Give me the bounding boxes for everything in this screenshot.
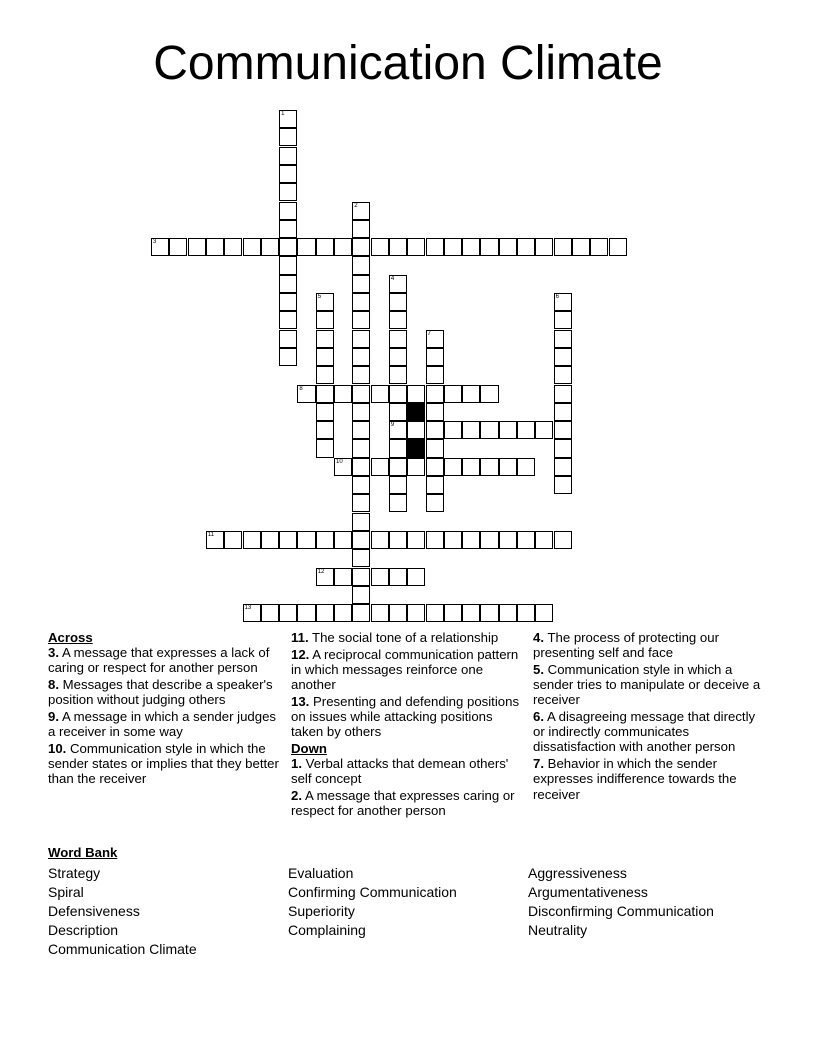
word-bank-item: Spiral bbox=[48, 884, 84, 900]
crossword-cell[interactable] bbox=[352, 421, 370, 439]
clue-down-2 bbox=[291, 788, 527, 818]
crossword-cell[interactable] bbox=[554, 366, 572, 384]
crossword-cell[interactable] bbox=[426, 403, 444, 421]
clue-text: A disagreeing message that directly or indirectly communicates dissatisfaction with another person bbox=[533, 709, 756, 755]
crossword-cell[interactable] bbox=[279, 183, 297, 201]
clue-down-7 bbox=[533, 756, 769, 802]
crossword-cell[interactable] bbox=[316, 439, 334, 457]
clue-across-8 bbox=[48, 677, 282, 707]
crossword-block bbox=[407, 439, 425, 457]
crossword-cell[interactable] bbox=[352, 311, 370, 329]
crossword-cell[interactable] bbox=[480, 421, 498, 439]
word-bank-item: Argumentativeness bbox=[528, 884, 648, 900]
word-bank-item: Evaluation bbox=[288, 865, 354, 881]
crossword-cell[interactable] bbox=[444, 421, 462, 439]
crossword-cell[interactable] bbox=[334, 531, 352, 549]
crossword-cell[interactable] bbox=[499, 604, 517, 622]
crossword-cell[interactable] bbox=[554, 385, 572, 403]
word-bank-item: Confirming Communication bbox=[288, 884, 457, 900]
clue-text: Messages that describe a speaker's position without judging others bbox=[48, 677, 273, 708]
crossword-cell[interactable] bbox=[316, 330, 334, 348]
crossword-cell[interactable] bbox=[316, 366, 334, 384]
crossword-cell[interactable] bbox=[316, 421, 334, 439]
crossword-cell[interactable] bbox=[279, 165, 297, 183]
crossword-cell[interactable] bbox=[554, 403, 572, 421]
word-bank-item: Strategy bbox=[48, 865, 101, 881]
crossword-cell[interactable] bbox=[261, 238, 279, 256]
crossword-cell[interactable] bbox=[517, 458, 535, 476]
crossword-cell[interactable] bbox=[279, 275, 297, 293]
crossword-cell[interactable] bbox=[426, 531, 444, 549]
crossword-cell[interactable] bbox=[389, 476, 407, 494]
crossword-cell[interactable] bbox=[352, 439, 370, 457]
clue-text: A message that expresses caring or respect for another person bbox=[291, 788, 515, 819]
crossword-cell[interactable] bbox=[279, 238, 297, 256]
clue-number: 4. bbox=[533, 630, 544, 645]
cell-number: 3 bbox=[153, 239, 157, 246]
clue-text: The social tone of a relationship bbox=[312, 630, 499, 645]
crossword-cell[interactable] bbox=[554, 421, 572, 439]
cell-number: 1 bbox=[281, 111, 285, 117]
crossword-cell[interactable] bbox=[389, 385, 407, 403]
cell-number: 8 bbox=[299, 385, 303, 392]
clue-across-3 bbox=[48, 645, 282, 675]
crossword-block bbox=[407, 403, 425, 421]
crossword-cell[interactable] bbox=[297, 604, 315, 622]
cell-number: 9 bbox=[390, 422, 395, 429]
crossword-cell[interactable] bbox=[389, 568, 407, 586]
clue-text: Communication style in which a sender tries to manipulate or deceive a receiver bbox=[533, 661, 761, 708]
cell-number: 13 bbox=[244, 605, 252, 612]
crossword-cell[interactable] bbox=[279, 220, 297, 238]
crossword-cell[interactable] bbox=[352, 403, 370, 421]
crossword-cell[interactable] bbox=[535, 421, 553, 439]
crossword-cell[interactable] bbox=[554, 458, 572, 476]
cell-number: 12 bbox=[317, 568, 325, 575]
cell-number: 11 bbox=[207, 531, 215, 538]
crossword-cell[interactable] bbox=[499, 531, 517, 549]
crossword-cell[interactable] bbox=[316, 568, 334, 586]
crossword-cell[interactable] bbox=[297, 531, 315, 549]
crossword-cell[interactable] bbox=[389, 293, 407, 311]
clue-text: Verbal attacks that demean others' self concept bbox=[291, 756, 509, 787]
crossword-cell[interactable] bbox=[407, 458, 425, 476]
crossword-cell[interactable] bbox=[371, 238, 389, 256]
crossword-cell[interactable] bbox=[261, 531, 279, 549]
cell-number: 10 bbox=[336, 458, 343, 465]
clue-number: 1. bbox=[291, 756, 302, 772]
crossword-cell[interactable] bbox=[316, 311, 334, 329]
crossword-cell[interactable] bbox=[316, 604, 334, 622]
crossword-cell[interactable] bbox=[352, 568, 370, 586]
clue-across-12 bbox=[291, 647, 527, 693]
cell-number: 2 bbox=[354, 202, 358, 209]
clue-text: A message in which a sender judges a receiver in some way bbox=[48, 709, 276, 740]
word-bank-column-2 bbox=[288, 864, 457, 940]
crossword-cell[interactable] bbox=[407, 568, 425, 586]
crossword-cell[interactable] bbox=[426, 385, 444, 403]
crossword-cell[interactable] bbox=[334, 385, 352, 403]
crossword-cell[interactable] bbox=[407, 531, 425, 549]
crossword-cell[interactable] bbox=[407, 604, 425, 622]
crossword-cell[interactable] bbox=[206, 531, 224, 549]
crossword-cell[interactable] bbox=[243, 531, 261, 549]
crossword-cell[interactable] bbox=[352, 513, 370, 531]
crossword-cell[interactable] bbox=[279, 348, 297, 366]
crossword-cell[interactable] bbox=[389, 439, 407, 457]
clue-across-11 bbox=[291, 630, 527, 645]
crossword-cell[interactable] bbox=[389, 348, 407, 366]
crossword-cell[interactable] bbox=[426, 494, 444, 512]
crossword-cell[interactable] bbox=[243, 604, 261, 622]
crossword-cell[interactable] bbox=[352, 256, 370, 274]
word-bank-item: Complaining bbox=[288, 922, 366, 938]
crossword-cell[interactable] bbox=[462, 421, 480, 439]
crossword-cell[interactable] bbox=[426, 238, 444, 256]
crossword-cell[interactable] bbox=[535, 238, 553, 256]
crossword-cell[interactable] bbox=[279, 128, 297, 146]
crossword-cell[interactable] bbox=[352, 238, 370, 256]
word-bank-item: Defensiveness bbox=[48, 903, 140, 919]
clue-across-9 bbox=[48, 709, 282, 739]
crossword-cell[interactable] bbox=[407, 238, 425, 256]
crossword-cell[interactable] bbox=[352, 293, 370, 311]
clue-text: Communication style in which the sender states or implies that they better than the receiver bbox=[48, 740, 279, 787]
crossword-cell[interactable] bbox=[407, 385, 425, 403]
crossword-cell[interactable] bbox=[389, 311, 407, 329]
crossword-cell[interactable] bbox=[426, 348, 444, 366]
clue-down-1 bbox=[291, 756, 527, 786]
crossword-cell[interactable] bbox=[426, 604, 444, 622]
crossword-cell[interactable] bbox=[279, 330, 297, 348]
clue-number: 9. bbox=[48, 709, 59, 725]
crossword-cell[interactable] bbox=[517, 238, 535, 256]
crossword-cell[interactable] bbox=[590, 238, 608, 256]
crossword-cell[interactable] bbox=[554, 531, 572, 549]
crossword-cell[interactable] bbox=[480, 385, 498, 403]
crossword-cell[interactable] bbox=[480, 531, 498, 549]
crossword-cell[interactable] bbox=[462, 531, 480, 549]
crossword-cell[interactable] bbox=[444, 604, 462, 622]
crossword-cell[interactable] bbox=[188, 238, 206, 256]
page-title: Communication Climate bbox=[153, 37, 663, 90]
crossword-cell[interactable] bbox=[389, 403, 407, 421]
crossword-cell[interactable] bbox=[462, 385, 480, 403]
crossword-cell[interactable] bbox=[279, 293, 297, 311]
clue-down-4 bbox=[533, 630, 769, 660]
crossword-cell[interactable] bbox=[352, 458, 370, 476]
clue-number: 11. bbox=[291, 630, 309, 645]
crossword-cell[interactable] bbox=[480, 604, 498, 622]
clue-text: Behavior in which the sender expresses indifference towards the receiver bbox=[533, 756, 737, 802]
crossword-cell[interactable] bbox=[444, 531, 462, 549]
down-heading: Down bbox=[291, 740, 327, 756]
crossword-cell[interactable] bbox=[279, 604, 297, 622]
clue-number: 2. bbox=[291, 788, 302, 804]
cell-number: 4 bbox=[390, 275, 395, 282]
clue-text: A message that expresses a lack of caring or respect for another person bbox=[48, 645, 270, 676]
clue-number: 12. bbox=[291, 646, 310, 662]
crossword-cell[interactable] bbox=[554, 439, 572, 457]
clue-number: 8. bbox=[48, 677, 59, 693]
crossword-cell[interactable] bbox=[426, 330, 444, 348]
crossword-cell[interactable] bbox=[371, 385, 389, 403]
crossword-cell[interactable] bbox=[224, 531, 242, 549]
clue-down-5 bbox=[533, 662, 769, 708]
clue-number: 6. bbox=[533, 709, 544, 725]
crossword-cell[interactable] bbox=[389, 421, 407, 439]
crossword-cell[interactable] bbox=[316, 238, 334, 256]
crossword-cell[interactable] bbox=[334, 568, 352, 586]
crossword-cell[interactable] bbox=[352, 275, 370, 293]
crossword-cell[interactable] bbox=[279, 110, 297, 128]
clue-number: 10. bbox=[48, 740, 67, 756]
crossword-cell[interactable] bbox=[243, 238, 261, 256]
crossword-cell[interactable] bbox=[206, 238, 224, 256]
crossword-cell[interactable] bbox=[426, 439, 444, 457]
crossword-cell[interactable] bbox=[407, 421, 425, 439]
crossword-cell[interactable] bbox=[444, 238, 462, 256]
crossword-cell[interactable] bbox=[499, 458, 517, 476]
crossword-cell[interactable] bbox=[426, 476, 444, 494]
crossword-cell[interactable] bbox=[352, 366, 370, 384]
crossword-cell[interactable] bbox=[426, 421, 444, 439]
crossword-cell[interactable] bbox=[554, 330, 572, 348]
crossword-cell[interactable] bbox=[297, 385, 315, 403]
crossword-cell[interactable] bbox=[462, 604, 480, 622]
crossword-cell[interactable] bbox=[554, 311, 572, 329]
crossword-cell[interactable] bbox=[224, 238, 242, 256]
crossword-cell[interactable] bbox=[279, 202, 297, 220]
crossword-cell[interactable] bbox=[279, 311, 297, 329]
clues-column-1 bbox=[48, 630, 282, 788]
clue-number: 3. bbox=[48, 645, 59, 661]
clues-column-2 bbox=[291, 630, 527, 820]
cell-number: 6 bbox=[555, 294, 559, 300]
crossword-cell[interactable] bbox=[352, 202, 370, 220]
crossword-cell[interactable] bbox=[499, 421, 517, 439]
crossword-cell[interactable] bbox=[352, 385, 370, 403]
word-bank-item: Communication Climate bbox=[48, 941, 197, 957]
crossword-cell[interactable] bbox=[572, 238, 590, 256]
word-bank-column-1 bbox=[48, 864, 197, 959]
crossword-cell[interactable] bbox=[609, 238, 627, 256]
crossword-cell[interactable] bbox=[352, 531, 370, 549]
crossword-cell[interactable] bbox=[389, 330, 407, 348]
clue-number: 5. bbox=[533, 661, 544, 677]
crossword-cell[interactable] bbox=[279, 256, 297, 274]
crossword-cell[interactable] bbox=[297, 238, 315, 256]
crossword-cell[interactable] bbox=[279, 531, 297, 549]
crossword-cell[interactable] bbox=[426, 458, 444, 476]
crossword-cell[interactable] bbox=[444, 385, 462, 403]
word-bank-item: Superiority bbox=[288, 903, 355, 919]
crossword-cell[interactable] bbox=[426, 366, 444, 384]
crossword-cell[interactable] bbox=[371, 531, 389, 549]
crossword-cell[interactable] bbox=[389, 604, 407, 622]
crossword-cell[interactable] bbox=[517, 531, 535, 549]
crossword-cell[interactable] bbox=[480, 238, 498, 256]
cell-number: 5 bbox=[317, 294, 322, 300]
crossword-cell[interactable] bbox=[535, 531, 553, 549]
crossword-cell[interactable] bbox=[316, 348, 334, 366]
crossword-cell[interactable] bbox=[316, 385, 334, 403]
clues-column-3 bbox=[533, 630, 769, 803]
crossword-cell[interactable] bbox=[352, 476, 370, 494]
clue-down-6 bbox=[533, 709, 769, 755]
crossword-cell[interactable] bbox=[371, 458, 389, 476]
crossword-cell[interactable] bbox=[316, 403, 334, 421]
crossword-cell[interactable] bbox=[554, 238, 572, 256]
crossword-cell[interactable] bbox=[279, 147, 297, 165]
crossword-cell[interactable] bbox=[151, 238, 169, 256]
crossword-cell[interactable] bbox=[517, 604, 535, 622]
crossword-cell[interactable] bbox=[316, 531, 334, 549]
clue-across-10 bbox=[48, 741, 282, 787]
word-bank-item: Aggressiveness bbox=[528, 865, 627, 881]
crossword-cell[interactable] bbox=[169, 238, 187, 256]
crossword-cell[interactable] bbox=[499, 238, 517, 256]
word-bank-item: Description bbox=[48, 922, 119, 938]
word-bank-column-3 bbox=[528, 864, 714, 940]
crossword-cell[interactable] bbox=[352, 604, 370, 622]
crossword-cell[interactable] bbox=[334, 458, 352, 476]
clue-number: 13. bbox=[291, 693, 310, 709]
crossword-cell[interactable] bbox=[389, 275, 407, 293]
crossword-cell[interactable] bbox=[334, 604, 352, 622]
crossword-cell[interactable] bbox=[352, 494, 370, 512]
crossword-cell[interactable] bbox=[389, 366, 407, 384]
clue-across-13 bbox=[291, 694, 527, 740]
crossword-cell[interactable] bbox=[517, 421, 535, 439]
clue-text: The process of protecting our presenting self and face bbox=[533, 630, 719, 661]
crossword-cell[interactable] bbox=[371, 604, 389, 622]
clue-text: Presenting and defending positions on issues while attacking positions taken by others bbox=[291, 693, 520, 740]
crossword-cell[interactable] bbox=[316, 293, 334, 311]
clue-text: A reciprocal communication pattern in which messages reinforce one another bbox=[291, 646, 519, 693]
crossword-cell[interactable] bbox=[444, 458, 462, 476]
crossword-cell[interactable] bbox=[371, 568, 389, 586]
crossword-cell[interactable] bbox=[389, 531, 407, 549]
word-bank-item: Disconfirming Communication bbox=[528, 903, 714, 919]
crossword-cell[interactable] bbox=[352, 549, 370, 567]
crossword-cell[interactable] bbox=[462, 458, 480, 476]
crossword-cell[interactable] bbox=[554, 348, 572, 366]
crossword-cell[interactable] bbox=[554, 476, 572, 494]
crossword-cell[interactable] bbox=[352, 348, 370, 366]
crossword-cell[interactable] bbox=[389, 494, 407, 512]
word-bank-item: Neutrality bbox=[528, 922, 588, 938]
crossword-cell[interactable] bbox=[554, 293, 572, 311]
crossword-cell[interactable] bbox=[352, 330, 370, 348]
crossword-cell[interactable] bbox=[462, 238, 480, 256]
crossword-cell[interactable] bbox=[389, 238, 407, 256]
word-bank-heading: Word Bank bbox=[48, 845, 118, 860]
crossword-cell[interactable] bbox=[352, 586, 370, 604]
crossword-cell[interactable] bbox=[480, 458, 498, 476]
clue-number: 7. bbox=[533, 756, 544, 772]
crossword-cell[interactable] bbox=[261, 604, 279, 622]
crossword-cell[interactable] bbox=[535, 604, 553, 622]
crossword-cell[interactable] bbox=[352, 220, 370, 238]
across-heading: Across bbox=[48, 630, 93, 645]
crossword-cell[interactable] bbox=[334, 238, 352, 256]
crossword-cell[interactable] bbox=[389, 458, 407, 476]
cell-number: 7 bbox=[427, 330, 431, 337]
